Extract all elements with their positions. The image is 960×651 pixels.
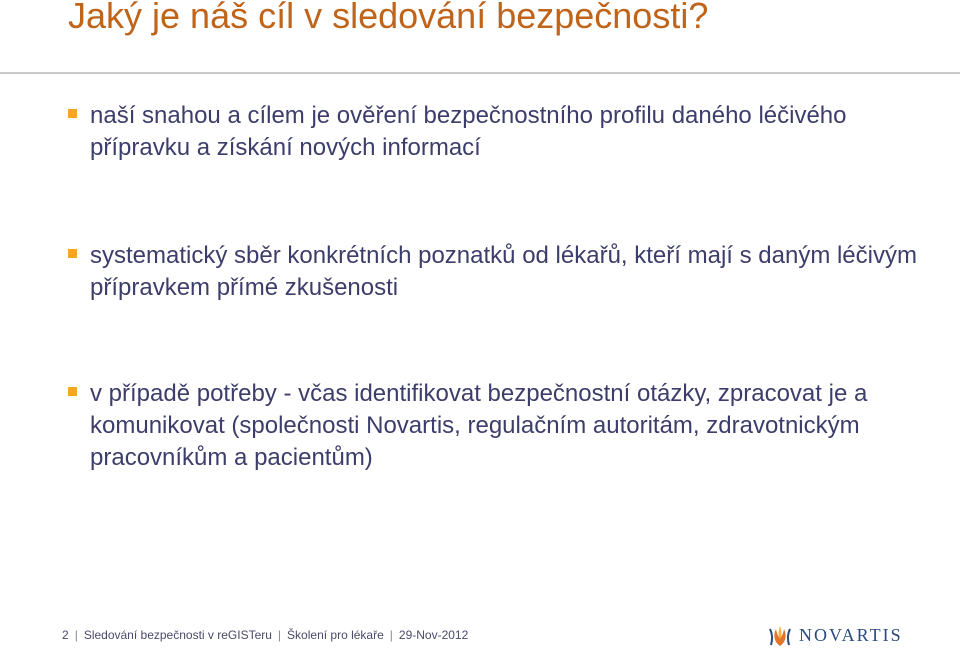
title-divider xyxy=(0,72,960,74)
slide-footer xyxy=(62,627,468,643)
slide-title: Jaký je náš cíl v sledování bezpečnosti? xyxy=(68,0,709,36)
bullet-text: naší snahou a cílem je ověření bezpečnostního profilu daného léčivého přípravku a získání nových informací xyxy=(90,102,847,161)
square-bullet-icon xyxy=(68,109,77,118)
novartis-flame-icon xyxy=(765,620,795,650)
logo-text: NOVARTIS xyxy=(799,625,903,645)
footer-separator: | xyxy=(389,628,393,642)
footer-section: Sledování bezpečnosti v reGISTeru xyxy=(83,628,272,642)
footer-separator: | xyxy=(277,628,282,642)
square-bullet-icon xyxy=(68,249,77,258)
novartis-logo xyxy=(765,620,903,650)
bullet-text: v případě potřeby - včas identifikovat bezpečnostní otázky, zpracovat je a komunikovat (společnosti Novartis, regulačním autoritám, zdravotnickým pracovníkům a pacientům) xyxy=(90,380,868,471)
page-number: 2 xyxy=(62,628,69,642)
footer-separator: | xyxy=(74,628,78,642)
bullet-text: systematický sběr konkrétních poznatků od lékařů, kteří mají s daným léčivým přípravkem přímé zkušenosti xyxy=(90,242,917,301)
footer-event: Školení pro lékaře xyxy=(287,628,384,642)
square-bullet-icon xyxy=(68,387,77,396)
footer-date: 29-Nov-2012 xyxy=(398,628,469,642)
